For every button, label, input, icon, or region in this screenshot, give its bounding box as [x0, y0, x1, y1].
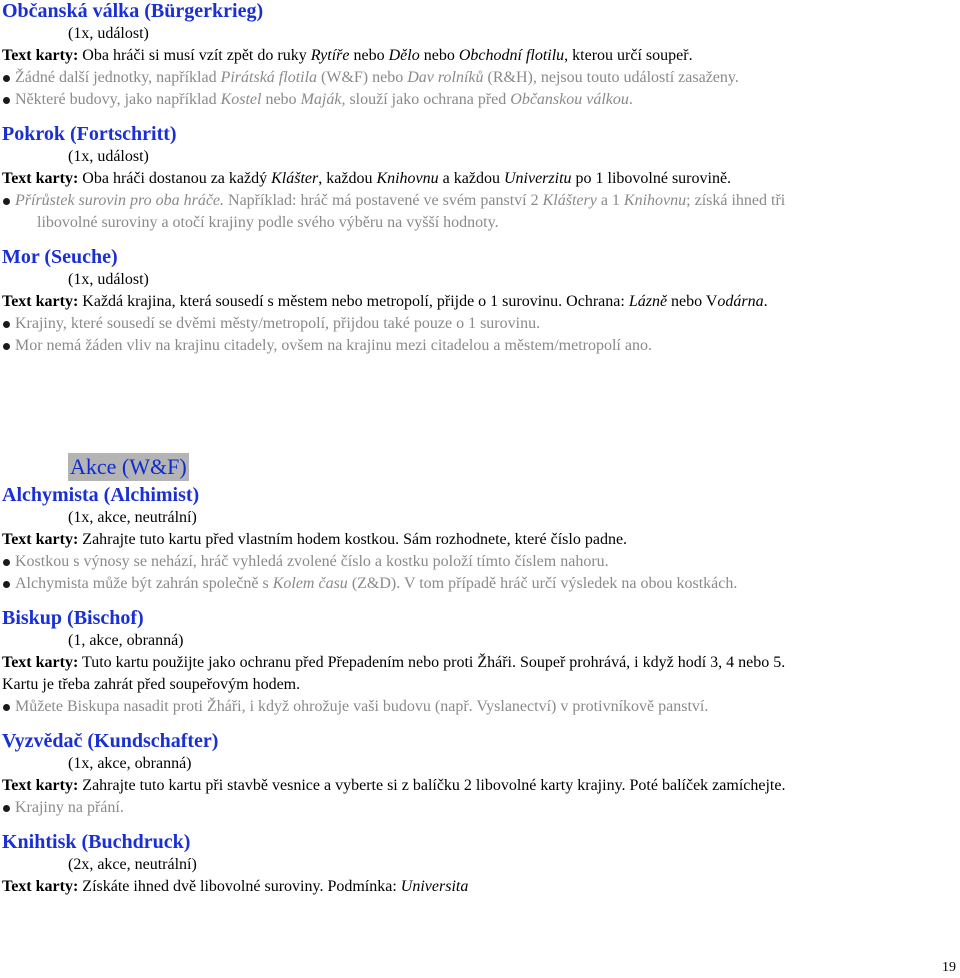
card-title: Biskup (Bischof) [2, 607, 144, 629]
card-alchemist [2, 484, 952, 595]
note: Některé budovy, jako například Kostel nebo Maják, slouží jako ochrana před Občanskou válkou. [2, 89, 952, 111]
card-text: Text karty: Zahrajte tuto kartu před vlastním hodem kostkou. Sám rozhodnete, které číslo padne. [2, 531, 628, 548]
section-heading: Akce (W&F) [70, 454, 187, 479]
note: Žádné další jednotky, například Pirátská flotila (W&F) nebo Dav rolníků (R&H), nejsou touto událostí zasaženy. [2, 67, 952, 89]
bullet-icon [3, 559, 10, 566]
card-text: Text karty: Oba hráči si musí vzít zpět do ruky Rytíře nebo Dělo nebo Obchodní flotilu, kterou určí soupeř. [2, 47, 693, 64]
note: Kostkou s výnosy se nehází, hráč vyhledá zvolené číslo a kostku položí tímto číslem nahoru. [2, 551, 952, 573]
card-bishop [2, 607, 952, 718]
card-title: Knihtisk (Buchdruck) [2, 831, 191, 853]
card-title: Mor (Seuche) [2, 246, 118, 268]
bullet-icon [3, 704, 10, 711]
note: Alchymista může být zahrán společně s Kolem času (Z&D). V tom případě hráč určí výsledek na obou kostkách. [2, 573, 952, 595]
card-subtitle: (1x, událost) [68, 148, 149, 165]
card-subtitle: (1x, akce, neutrální) [68, 509, 197, 526]
card-title: Občanská válka (Bürgerkrieg) [2, 0, 264, 22]
bullet-icon [3, 343, 10, 350]
bullet-icon [3, 805, 10, 812]
card-subtitle: (1x, událost) [68, 271, 149, 288]
bullet-icon [3, 75, 10, 82]
note: Můžete Biskupa nasadit proti Žháři, i když ohrožuje vaši budovu (např. Vyslanectví) v protivníkově panství. [2, 696, 952, 718]
page-number: 19 [942, 960, 956, 975]
card-title: Pokrok (Fortschritt) [2, 123, 177, 145]
card-text: Text karty: Zahrajte tuto kartu při stavbě vesnice a vyberte si z balíčku 2 libovolné karty krajiny. Poté balíček zamíchejte. [2, 777, 786, 794]
note: Krajiny na přání. [2, 797, 952, 819]
bullet-icon [3, 321, 10, 328]
card-printing-press [2, 831, 952, 898]
note: Mor nemá žáden vliv na krajinu citadely, ovšem na krajinu mezi citadelou a městem/metropolí ano. [2, 335, 952, 357]
card-scout [2, 730, 952, 819]
bullet-icon [3, 581, 10, 588]
card-subtitle: (1x, událost) [68, 25, 149, 42]
card-text: Text karty: Tuto kartu použijte jako ochranu před Přepadením nebo proti Žháři. Soupeř prohrává, i když hodí 3, 4 nebo 5. Kartu je třeba zahrát před soupeřovým hodem. [2, 654, 786, 693]
card-subtitle: (2x, akce, neutrální) [68, 856, 197, 873]
bullet-icon [3, 198, 10, 205]
card-text: Text karty: Získáte ihned dvě libovolné suroviny. Podmínka: Universita [2, 878, 469, 895]
note: Krajiny, které sousedí se dvěmi městy/metropolí, přijdou také pouze o 1 surovinu. [2, 313, 952, 335]
document-page-lower [2, 484, 952, 898]
card-title: Alchymista (Alchimist) [2, 484, 200, 506]
note: Přírůstek surovin pro oba hráče. Například: hráč má postavené ve svém panství 2 Kláštery a 1 Knihovnu; získá ihned tři libovolné suroviny a otočí krajiny podle svého výběru na vyšší hodnoty. [2, 190, 952, 234]
card-text: Text karty: Oba hráči dostanou za každý Klášter, každou Knihovnu a každou Univerzitu po 1 libovolné surovině. [2, 170, 732, 187]
card-progress [2, 123, 952, 234]
card-text: Text karty: Každá krajina, která sousedí s městem nebo metropolí, přijde o 1 surovinu. Ochrana: Lázně nebo Vodárna. [2, 293, 768, 310]
card-title: Vyzvědač (Kundschafter) [2, 730, 219, 752]
bullet-icon [3, 97, 10, 104]
document-page [2, 0, 952, 357]
card-subtitle: (1x, akce, obranná) [68, 755, 192, 772]
card-civil-war [2, 0, 952, 111]
card-plague [2, 246, 952, 357]
card-subtitle: (1, akce, obranná) [68, 632, 184, 649]
